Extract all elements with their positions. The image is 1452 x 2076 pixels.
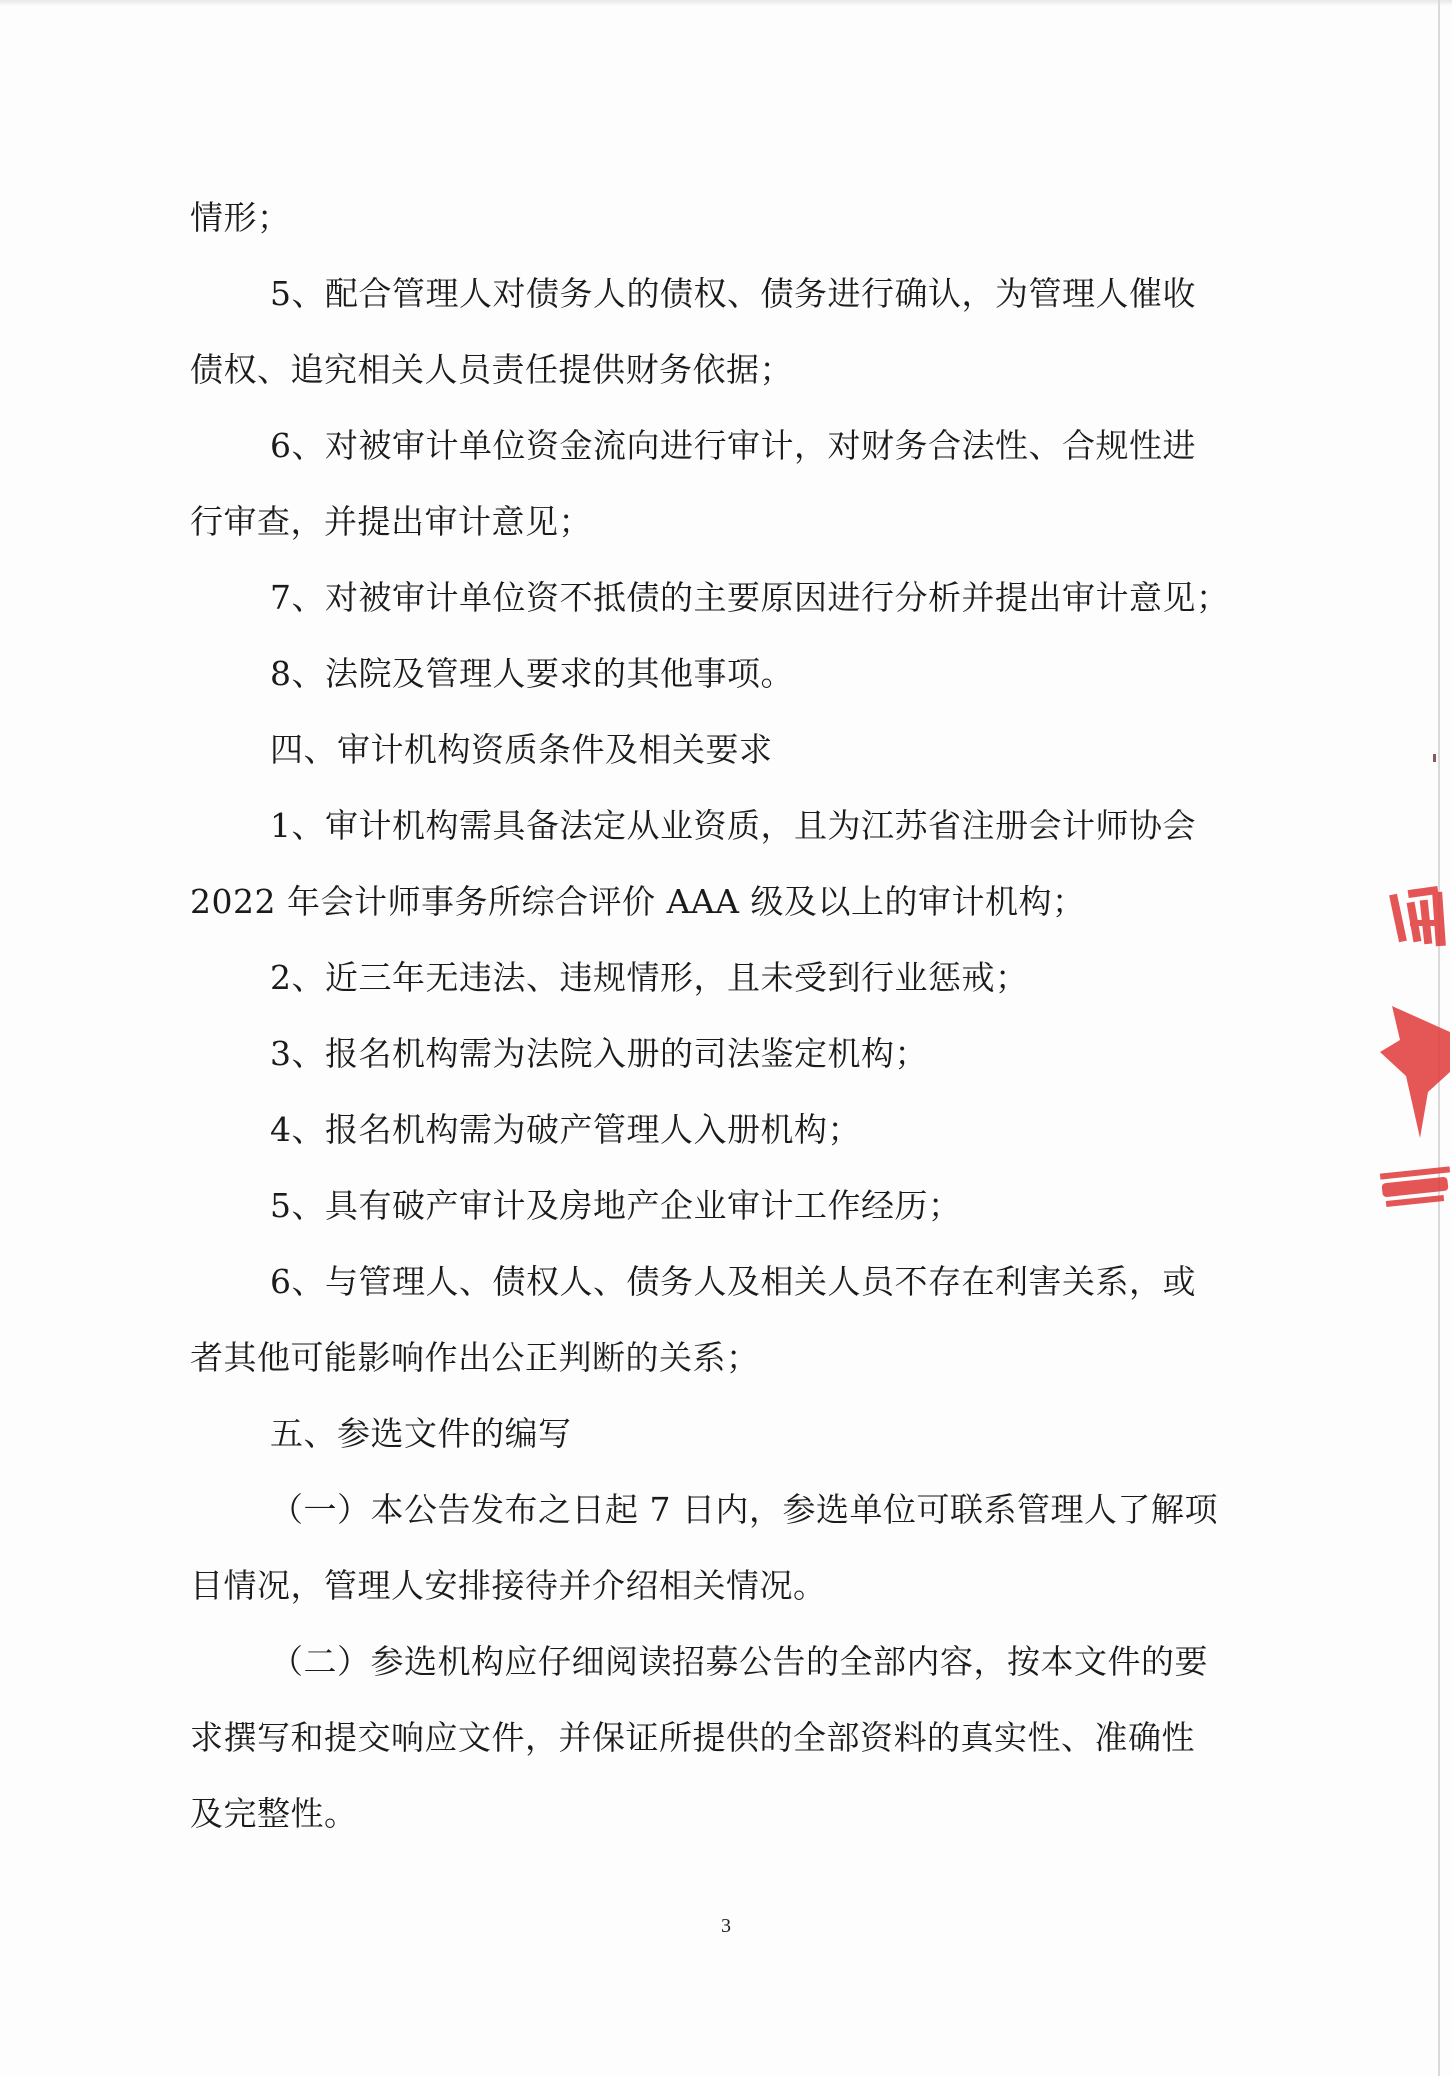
text-line-4: 6、对被审计单位资金流向进行审计，对财务合法性、合规性进 — [270, 426, 1196, 465]
scan-top-edge — [0, 0, 1452, 6]
text-line-15: 6、与管理人、债权人、债务人及相关人员不存在利害关系，或 — [270, 1262, 1196, 1301]
text-line-20: （二）参选机构应仔细阅读招募公告的全部内容，按本文件的要 — [270, 1642, 1208, 1681]
text-line-10: 2022 年会计师事务所综合评价 AAA 级及以上的审计机构； — [190, 882, 1086, 921]
section-heading-5: 五、参选文件的编写 — [270, 1414, 572, 1453]
text-line-11: 2、近三年无违法、违规情形，且未受到行业惩戒； — [270, 958, 1029, 997]
text-line-13: 4、报名机构需为破产管理人入册机构； — [270, 1110, 861, 1149]
text-line-9: 1、审计机构需具备法定从业资质，且为江苏省注册会计师协会 — [270, 806, 1196, 845]
page-number: 3 — [721, 1915, 731, 1937]
text-line-6: 7、对被审计单位资不抵债的主要原因进行分析并提出审计意见； — [270, 578, 1230, 617]
section-heading-4: 四、审计机构资质条件及相关要求 — [270, 730, 773, 769]
binding-mark — [1433, 754, 1436, 762]
text-line-16: 者其他可能影响作出公正判断的关系； — [190, 1338, 760, 1377]
text-line-22: 及完整性。 — [190, 1794, 358, 1833]
text-line-3: 债权、追究相关人员责任提供财务依据； — [190, 350, 793, 389]
document-body — [190, 180, 1230, 1852]
text-line-7: 8、法院及管理人要求的其他事项。 — [270, 654, 794, 693]
text-line-14: 5、具有破产审计及房地产企业审计工作经历； — [270, 1186, 962, 1225]
text-line-18: （一）本公告发布之日起 7 日内，参选单位可联系管理人了解项 — [270, 1490, 1218, 1529]
text-line-19: 目情况，管理人安排接待并介绍相关情况。 — [190, 1566, 827, 1605]
text-line-1: 情形； — [190, 198, 291, 237]
text-line-21: 求撰写和提交响应文件，并保证所提供的全部资料的真实性、准确性 — [190, 1718, 1195, 1757]
red-seal-fragment-icon — [1380, 880, 1450, 1210]
text-line-5: 行审查，并提出审计意见； — [190, 502, 592, 541]
text-line-2: 5、配合管理人对债务人的债权、债务进行确认，为管理人催收 — [270, 274, 1196, 313]
seal-shapes — [1380, 886, 1450, 1207]
text-line-12: 3、报名机构需为法院入册的司法鉴定机构； — [270, 1034, 928, 1073]
